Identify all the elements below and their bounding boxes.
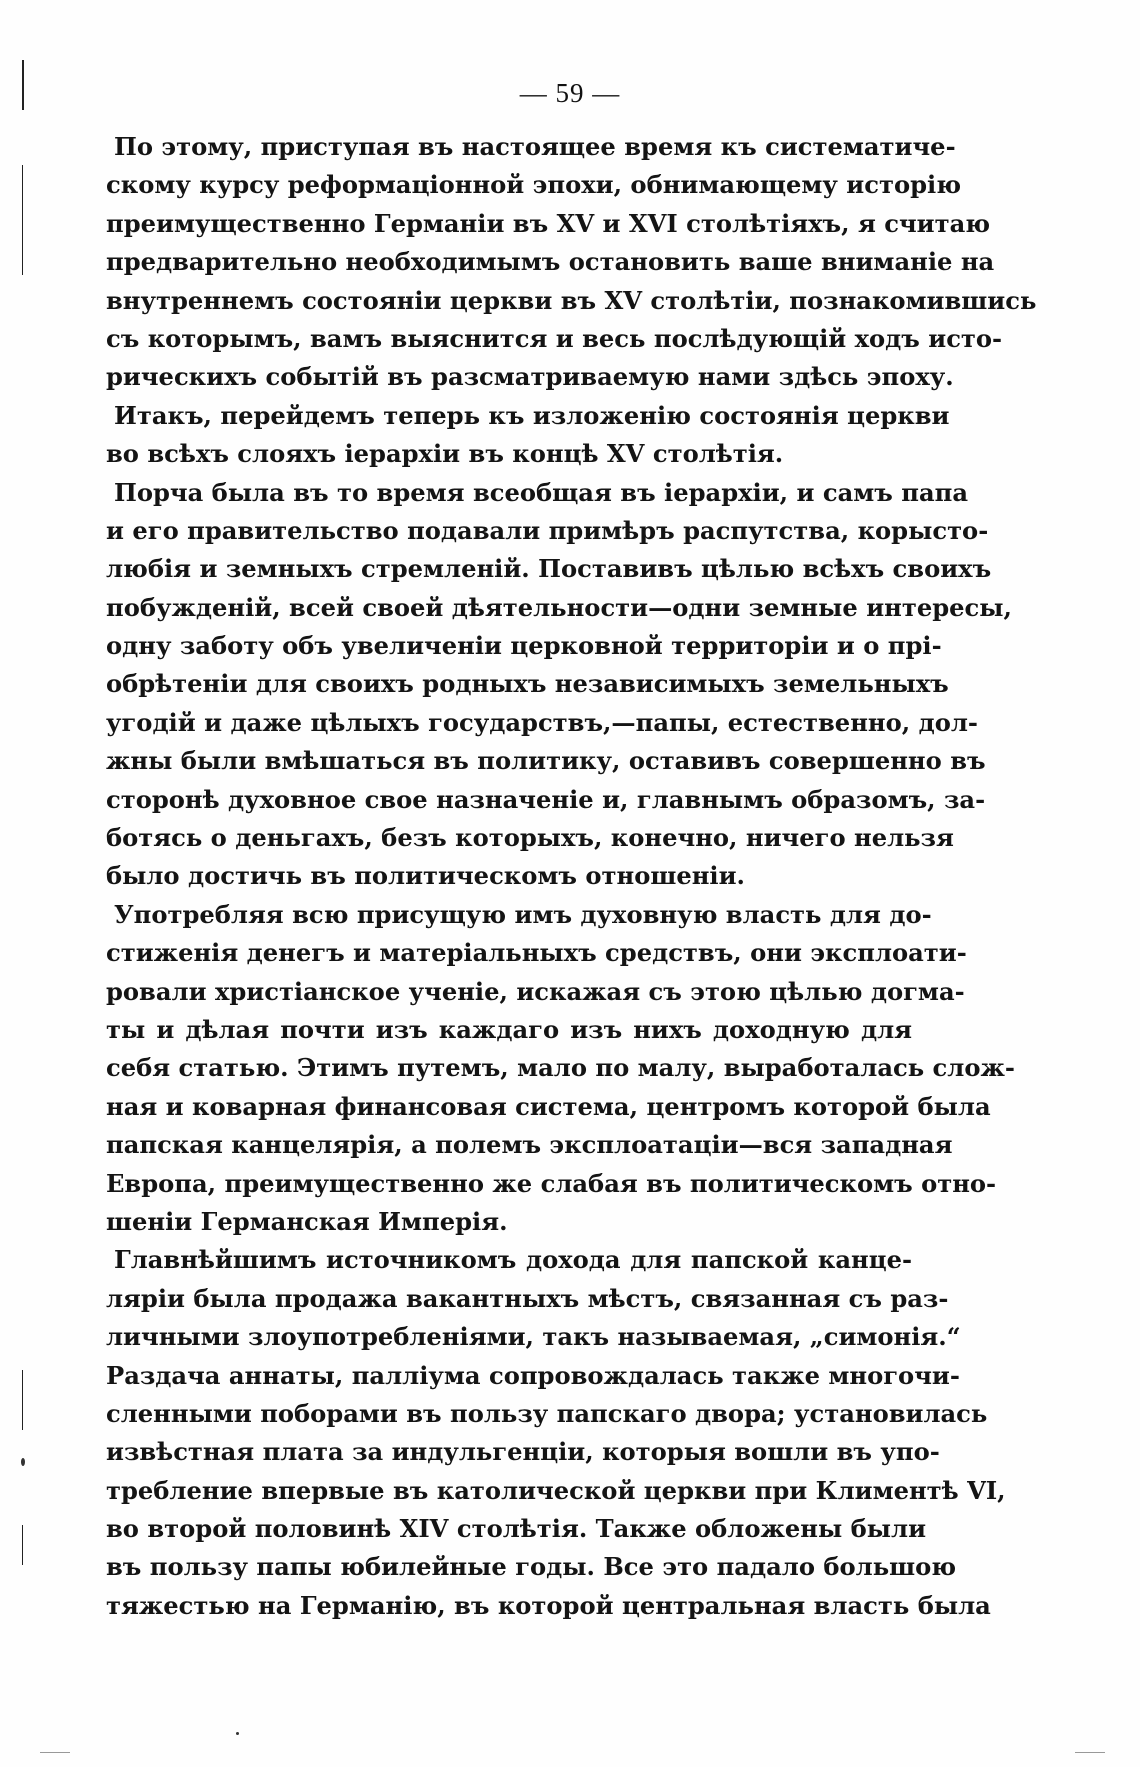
text-line: угодiй и даже цѣлыхъ государствъ,—папы, естественно, дол- [106,707,978,737]
text-line: въ пользу папы юбилейные годы. Все это падало большою [106,1552,957,1582]
scan-margin-mark [22,60,24,110]
text-line: ная и коварная финансовая система, центромъ которой была [106,1091,991,1121]
text-line: личными злоупотребленiями, такъ называемая, „симонiя.“ [106,1322,961,1352]
body-text [106,128,1037,1625]
text-line: съ которымъ, вамъ выяснится и весь послѣдующiй ходъ исто- [106,323,1003,353]
text-line: скому курсу реформацiонной эпохи, обнимающему исторiю [106,170,961,200]
scan-speck [236,1732,239,1735]
text-line: преимущественно Германiи въ XV и XVI столѣтiяхъ, я считаю [106,208,991,238]
text-line: стиженiя денегъ и матерiальныхъ средствъ, они эксплоати- [106,938,967,968]
text-line: По этому, приступая въ настоящее время къ систематиче- [114,132,956,161]
text-line: рическихъ событiй въ разсматриваемую нами здѣсь эпоху. [106,362,954,392]
text-line: извѣстная плата за индульгенцiи, которыя вошли въ упо- [106,1437,940,1467]
scan-speck [21,1458,25,1466]
text-line: сторонѣ духовное свое назначенiе и, главнымъ образомъ, за- [106,784,986,814]
text-line: и его правительство подавали примѣръ распутства, корысто- [106,515,989,545]
text-line: Порча была въ то время всеобщая въ iерархiи, и самъ папа [114,477,969,507]
text-line: ты и дѣлая почти изъ каждаго изъ нихъ доходную для [106,1014,912,1044]
text-line: тяжестью на Германiю, въ которой центральная власть была [106,1590,991,1620]
text-line: треблениe впервые въ католической церкви при Климентѣ VI, [106,1475,1006,1505]
text-line: себя статью. Этимъ путемъ, мало по малу, выработалась слож- [106,1053,1015,1083]
text-line: ровали христiанское ученiе, искажая съ этою цѣлью догма- [106,976,965,1006]
text-line: лярiи была продажа вакантныхъ мѣстъ, связанная съ раз- [106,1283,949,1313]
text-line: ботясь о деньгахъ, безъ которыхъ, конечно, ничего нельзя [106,823,954,853]
text-line: Главнѣйшимъ источникомъ дохода для папской канце- [114,1245,912,1275]
text-line: было достичь въ политическомъ отношенiи. [106,861,745,891]
text-line: Употребляя всю присущую имъ духовную власть для до- [114,899,932,929]
scan-margin-mark [22,165,23,275]
text-line: Итакъ, перейдемъ теперь къ изложенiю состоянiя церкви [114,400,950,430]
text-line: любiя и земныхъ стремленiй. Поставивъ цѣлью всѣхъ своихъ [106,554,992,584]
text-line: предварительно необходимымъ остановить ваше вниманiе на [106,247,995,277]
page-number: — 59 — [519,78,621,108]
text-line: жны были вмѣшаться въ политику, оставивъ совершенно въ [106,746,986,776]
text-line: Раздача аннаты, паллiума сопровождалась также многочи- [106,1360,960,1390]
text-line: Европа, преимущественно же слабая въ политическомъ отно- [106,1168,997,1198]
text-line: побужденiй, всей своей дѣятельности—одни земные интересы, [106,592,1012,622]
scan-margin-mark [22,1525,23,1565]
text-line: одну заботу объ увеличенiи церковной территорiи и о прi- [106,631,942,661]
text-line: сленными поборами въ пользу папскаго двора; установилась [106,1398,988,1428]
text-line: шенiи Германская Имперiя. [106,1206,508,1236]
scan-bottom-edge [40,1752,70,1753]
text-line: во второй половинѣ XIV столѣтiя. Также обложены были [106,1514,927,1544]
scan-margin-mark [22,1370,23,1430]
scan-bottom-edge [1075,1752,1105,1753]
text-line: во всѣхъ слояхъ iерархiи въ концѣ XV столѣтiя. [106,439,784,469]
text-line: папская канцелярiя, а полемъ эксплоатацiи—вся западная [106,1130,953,1160]
text-line: обрѣтенiи для своихъ родныхъ независимыхъ земельныхъ [106,669,949,699]
text-line: внутреннемъ состоянiи церкви въ XV столѣтiи, познакомившись [106,285,1037,315]
